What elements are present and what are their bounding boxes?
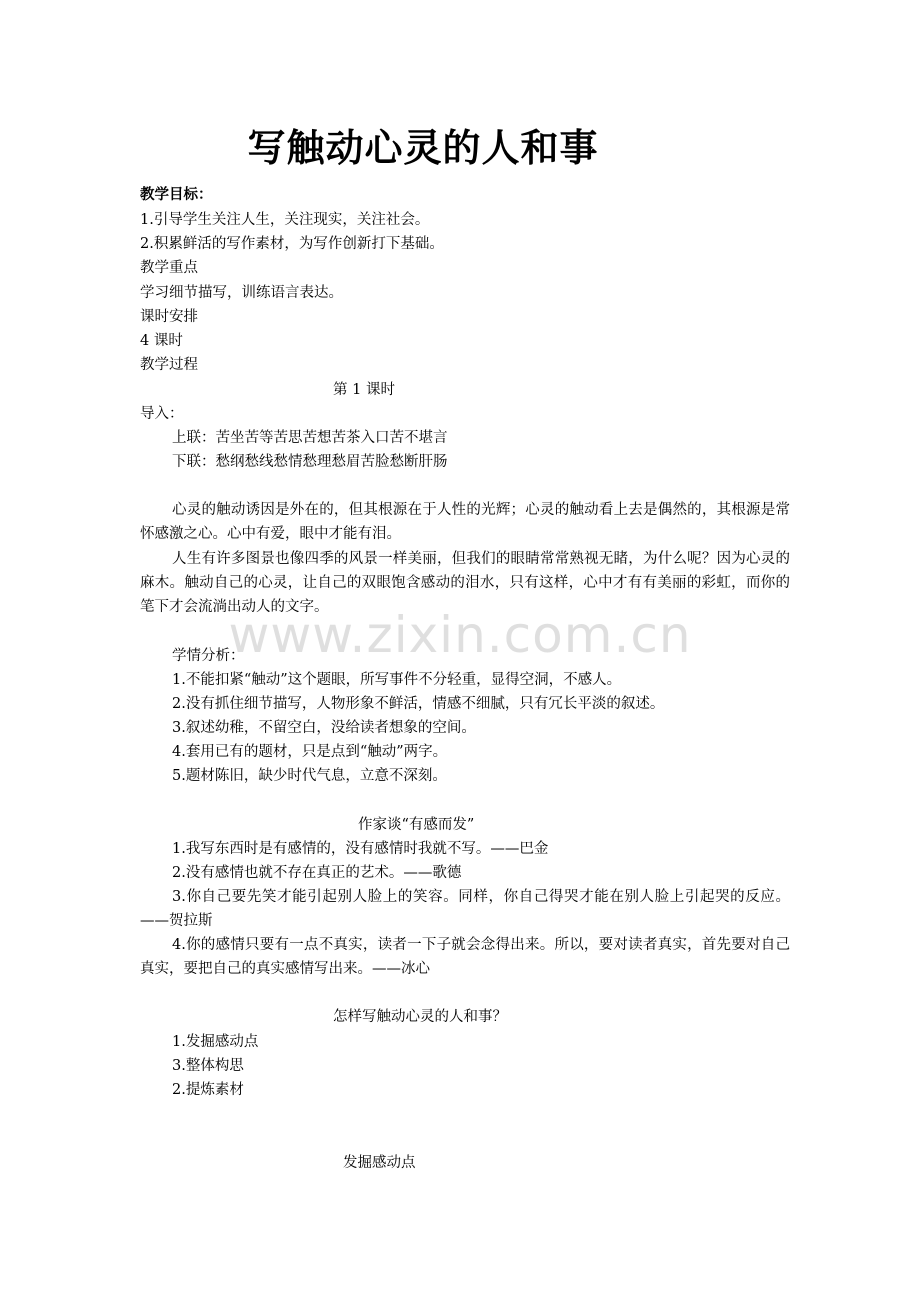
lesson-title: 第 1 课时 bbox=[333, 382, 395, 398]
writers-heading: 作家谈“有感而发” bbox=[358, 817, 475, 833]
analysis-heading: 学情分析： bbox=[172, 648, 245, 664]
writer-quote: 4.你的感情只要有一点不真实，读者一下子就会念得出来。所以，要对读者真实，首先要对自己真实，要把自己的真实感情写出来。——冰心 bbox=[140, 937, 790, 977]
document-title: 写触动心灵的人和事 bbox=[247, 125, 599, 170]
intro-label: 导入： bbox=[140, 406, 184, 422]
schedule-heading: 课时安排 bbox=[140, 309, 198, 325]
objective-item: 2.积累鲜活的写作素材，为写作创新打下基础。 bbox=[140, 236, 444, 252]
howto-item: 1.发掘感动点 bbox=[172, 1034, 259, 1050]
watermark: www.zixin.com.cn bbox=[228, 606, 692, 664]
analysis-item: 3.叙述幼稚，不留空白，没给读者想象的空间。 bbox=[172, 720, 476, 736]
focus-text: 学习细节描写，训练语言表达。 bbox=[140, 285, 343, 301]
schedule-text: 4 课时 bbox=[140, 333, 183, 349]
writer-quote: 3.你自己要先笑才能引起别人脸上的笑容。同样，你自己得哭才能在别人脸上引起哭的反应。——贺拉斯 bbox=[140, 889, 790, 929]
intro-paragraph: 人生有许多图景也像四季的风景一样美丽，但我们的眼睛常常熟视无睹，为什么呢？因为心灵的麻木。触动自己的心灵，让自己的双眼饱含感动的泪水，只有这样，心中才有有美丽的彩虹，而你的笔下才会流淌出动人的文字。 bbox=[140, 551, 790, 615]
section-heading: 发掘感动点 bbox=[343, 1155, 416, 1171]
process-heading: 教学过程 bbox=[140, 357, 198, 373]
couplet-upper: 上联：苦坐苦等苦思苦想苦茶入口苦不堪言 bbox=[172, 430, 448, 446]
objectives-heading: 教学目标： bbox=[140, 186, 213, 203]
howto-item: 2.提炼素材 bbox=[172, 1082, 244, 1098]
analysis-item: 5.题材陈旧，缺少时代气息，立意不深刻。 bbox=[172, 768, 447, 784]
objective-item: 1.引导学生关注人生，关注现实，关注社会。 bbox=[140, 212, 430, 228]
writer-quote: 1.我写东西时是有感情的，没有感情时我就不写。——巴金 bbox=[172, 841, 549, 857]
analysis-item: 2.没有抓住细节描写，人物形象不鲜活，情感不细腻，只有冗长平淡的叙述。 bbox=[172, 696, 665, 712]
howto-item: 3.整体构思 bbox=[172, 1058, 244, 1074]
howto-heading: 怎样写触动心灵的人和事？ bbox=[333, 1009, 507, 1025]
focus-heading: 教学重点 bbox=[140, 260, 198, 276]
writer-quote: 2.没有感情也就不存在真正的艺术。——歌德 bbox=[172, 865, 462, 881]
analysis-item: 1.不能扣紧“触动”这个题眼，所写事件不分轻重，显得空洞，不感人。 bbox=[172, 672, 622, 688]
analysis-item: 4.套用已有的题材，只是点到“触动”两字。 bbox=[172, 744, 448, 760]
couplet-lower: 下联：愁纲愁线愁情愁理愁眉苦脸愁断肝肠 bbox=[172, 454, 448, 470]
intro-paragraph: 心灵的触动诱因是外在的，但其根源在于人性的光辉；心灵的触动看上去是偶然的，其根源是常怀感激之心。心中有爱，眼中才能有泪。 bbox=[140, 502, 790, 542]
